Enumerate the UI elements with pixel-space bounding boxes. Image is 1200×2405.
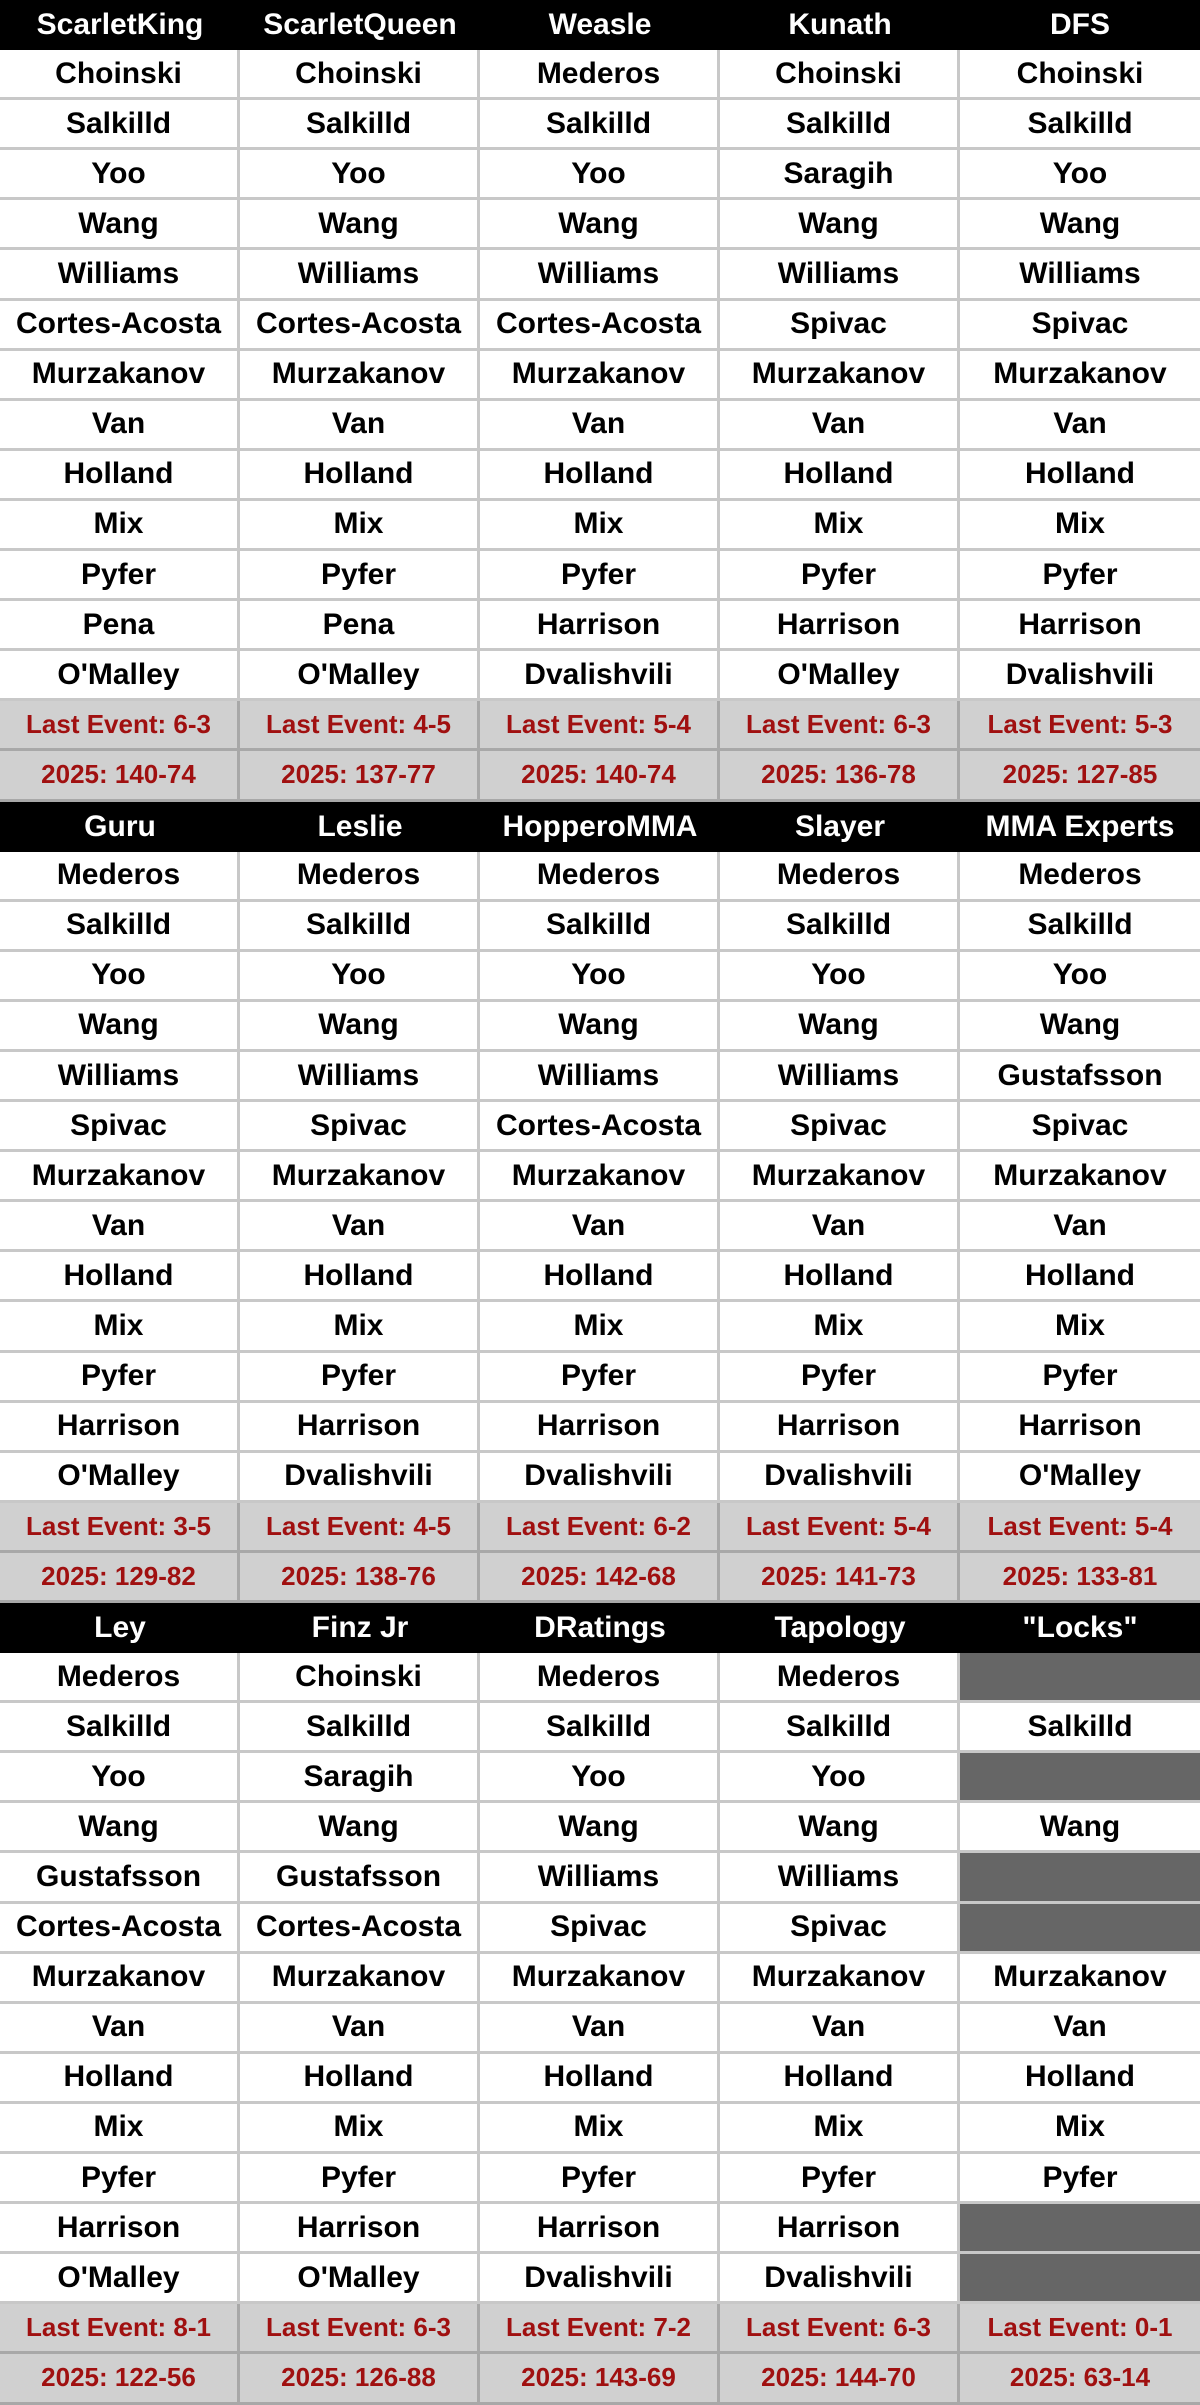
- pick-cell: Mix: [960, 1302, 1200, 1352]
- pick-cell: Spivac: [0, 1102, 240, 1152]
- pick-cell: Murzakanov: [720, 1954, 960, 2004]
- pick-cell: Murzakanov: [960, 1152, 1200, 1202]
- pick-cell: Yoo: [480, 1753, 720, 1803]
- pick-row: [0, 1002, 1200, 1052]
- pick-row: [0, 1753, 1200, 1803]
- pick-cell: Murzakanov: [960, 351, 1200, 401]
- pick-cell: Holland: [720, 1252, 960, 1302]
- pick-cell: O'Malley: [0, 1453, 240, 1503]
- last-event-record: Last Event: 0-1: [960, 2304, 1200, 2354]
- pick-row: [0, 1052, 1200, 1102]
- pick-cell: Pyfer: [480, 551, 720, 601]
- pick-cell: Pyfer: [0, 1353, 240, 1403]
- pick-cell: Dvalishvili: [240, 1453, 480, 1503]
- pick-cell: Salkilld: [240, 1703, 480, 1753]
- pick-cell: Mederos: [720, 852, 960, 902]
- pick-row: [0, 1403, 1200, 1453]
- pick-cell: Van: [0, 401, 240, 451]
- pick-cell: Williams: [480, 1853, 720, 1903]
- pick-cell: Wang: [480, 1803, 720, 1853]
- pick-row: [0, 2004, 1200, 2054]
- last-event-record: Last Event: 6-2: [480, 1503, 720, 1553]
- pick-cell: Salkilld: [720, 902, 960, 952]
- season-record: 2025: 138-76: [240, 1553, 480, 1603]
- pick-cell: Dvalishvili: [720, 1453, 960, 1503]
- pick-cell: Mix: [720, 2104, 960, 2154]
- pick-cell: Salkilld: [0, 100, 240, 150]
- column-header: Kunath: [788, 8, 892, 42]
- pick-row: [0, 2204, 1200, 2254]
- pick-cell: Mix: [960, 501, 1200, 551]
- pick-row: [0, 952, 1200, 1002]
- pick-cell: Cortes-Acosta: [0, 1904, 240, 1954]
- pick-cell: Harrison: [720, 1403, 960, 1453]
- pick-cell: Pyfer: [480, 1353, 720, 1403]
- pick-row: [0, 200, 1200, 250]
- pick-cell: Murzakanov: [240, 351, 480, 401]
- pick-row: [0, 1102, 1200, 1152]
- empty-pick-cell: [960, 1853, 1200, 1903]
- pick-cell: Yoo: [240, 952, 480, 1002]
- last-event-record: Last Event: 5-4: [480, 701, 720, 751]
- season-record: 2025: 142-68: [480, 1553, 720, 1603]
- pick-cell: Cortes-Acosta: [480, 301, 720, 351]
- pick-cell: Salkilld: [240, 902, 480, 952]
- pick-row: [0, 1353, 1200, 1403]
- pick-cell: Choinski: [0, 50, 240, 100]
- pick-cell: Van: [960, 2004, 1200, 2054]
- pick-cell: Pena: [240, 601, 480, 651]
- pick-row: [0, 2254, 1200, 2304]
- season-record: 2025: 140-74: [0, 751, 240, 801]
- pick-cell: O'Malley: [0, 2254, 240, 2304]
- pick-cell: Williams: [720, 1853, 960, 1903]
- pick-row: [0, 1202, 1200, 1252]
- pick-row: [0, 1302, 1200, 1352]
- pick-cell: Mix: [480, 501, 720, 551]
- pick-row: [0, 1853, 1200, 1903]
- pick-cell: Wang: [0, 1002, 240, 1052]
- pick-row: [0, 651, 1200, 701]
- pick-cell: Holland: [960, 2054, 1200, 2104]
- pick-cell: Salkilld: [480, 1703, 720, 1753]
- column-header: Slayer: [794, 809, 886, 843]
- pick-row: [0, 1904, 1200, 1954]
- pick-cell: Salkilld: [720, 100, 960, 150]
- season-record: 2025: 137-77: [240, 751, 480, 801]
- pick-row: [0, 2054, 1200, 2104]
- pick-cell: Holland: [960, 451, 1200, 501]
- pick-cell: Williams: [720, 250, 960, 300]
- pick-cell: Yoo: [0, 150, 240, 200]
- pick-cell: Van: [0, 1202, 240, 1252]
- season-record: 2025: 126-88: [240, 2354, 480, 2404]
- pick-cell: Harrison: [720, 2204, 960, 2254]
- pick-cell: Holland: [720, 2054, 960, 2104]
- season-record: 2025: 122-56: [0, 2354, 240, 2404]
- season-record: 2025: 127-85: [960, 751, 1200, 801]
- pick-cell: Harrison: [720, 601, 960, 651]
- pick-cell: Williams: [480, 250, 720, 300]
- pick-cell: Gustafsson: [240, 1853, 480, 1903]
- season-record: 2025: 133-81: [960, 1553, 1200, 1603]
- pick-row: [0, 1803, 1200, 1853]
- pick-row: [0, 501, 1200, 551]
- pick-cell: Pyfer: [480, 2154, 720, 2204]
- pick-cell: Wang: [0, 1803, 240, 1853]
- pick-cell: O'Malley: [720, 651, 960, 701]
- pick-row: [0, 1152, 1200, 1202]
- last-event-record: Last Event: 5-3: [960, 701, 1200, 751]
- column-header: Ley: [94, 1611, 146, 1645]
- pick-cell: Murzakanov: [0, 1152, 240, 1202]
- pick-cell: Salkilld: [720, 1703, 960, 1753]
- pick-cell: Pyfer: [240, 2154, 480, 2204]
- column-header: DFS: [1050, 8, 1110, 42]
- column-header: MMA Experts: [985, 809, 1175, 843]
- pick-cell: Yoo: [960, 150, 1200, 200]
- pick-cell: Spivac: [960, 301, 1200, 351]
- pick-cell: Wang: [720, 200, 960, 250]
- pick-cell: Yoo: [720, 1753, 960, 1803]
- pick-cell: Mix: [720, 1302, 960, 1352]
- season-record: 2025: 136-78: [720, 751, 960, 801]
- last-event-record: Last Event: 8-1: [0, 2304, 240, 2354]
- pick-cell: Holland: [960, 1252, 1200, 1302]
- pick-cell: Murzakanov: [480, 1954, 720, 2004]
- pick-cell: Cortes-Acosta: [480, 1102, 720, 1152]
- pick-cell: Wang: [480, 1002, 720, 1052]
- pick-cell: Mederos: [0, 852, 240, 902]
- pick-cell: Mix: [0, 2104, 240, 2154]
- pick-cell: Mederos: [720, 1653, 960, 1703]
- pick-cell: Saragih: [720, 150, 960, 200]
- last-event-record: Last Event: 6-3: [720, 701, 960, 751]
- pick-cell: Van: [960, 1202, 1200, 1252]
- pick-row: [0, 1453, 1200, 1503]
- pick-cell: Pyfer: [240, 1353, 480, 1403]
- pick-cell: Murzakanov: [0, 1954, 240, 2004]
- pick-cell: Wang: [0, 200, 240, 250]
- pick-cell: Williams: [720, 1052, 960, 1102]
- pick-cell: Dvalishvili: [960, 651, 1200, 701]
- pick-cell: Choinski: [960, 50, 1200, 100]
- last-event-record: Last Event: 6-3: [720, 2304, 960, 2354]
- season-record: 2025: 63-14: [960, 2354, 1200, 2404]
- pick-row: [0, 551, 1200, 601]
- pick-row: [0, 50, 1200, 100]
- pick-cell: Harrison: [0, 2204, 240, 2254]
- column-header: "Locks": [1022, 1611, 1138, 1645]
- pick-cell: Murzakanov: [240, 1954, 480, 2004]
- pick-cell: O'Malley: [0, 651, 240, 701]
- season-record-row: [0, 751, 1200, 801]
- pick-cell: Harrison: [240, 1403, 480, 1453]
- column-header: HopperoMMA: [502, 809, 698, 843]
- pick-cell: Yoo: [480, 952, 720, 1002]
- pick-cell: Harrison: [480, 2204, 720, 2254]
- pick-cell: Williams: [960, 250, 1200, 300]
- pick-cell: Holland: [480, 1252, 720, 1302]
- pick-cell: Cortes-Acosta: [0, 301, 240, 351]
- pick-cell: Harrison: [240, 2204, 480, 2254]
- pick-cell: Saragih: [240, 1753, 480, 1803]
- pick-cell: Salkilld: [960, 100, 1200, 150]
- pick-cell: Mederos: [480, 1653, 720, 1703]
- pick-cell: Harrison: [480, 1403, 720, 1453]
- pick-cell: Spivac: [960, 1102, 1200, 1152]
- pick-row: [0, 100, 1200, 150]
- column-header: Finz Jr: [311, 1611, 409, 1645]
- pick-cell: Wang: [720, 1002, 960, 1052]
- pick-cell: Wang: [240, 200, 480, 250]
- pick-row: [0, 301, 1200, 351]
- pick-cell: Pyfer: [240, 551, 480, 601]
- pick-cell: Van: [240, 1202, 480, 1252]
- pick-cell: Van: [720, 1202, 960, 1252]
- pick-cell: Murzakanov: [240, 1152, 480, 1202]
- pick-cell: Van: [240, 2004, 480, 2054]
- last-event-record: Last Event: 4-5: [240, 1503, 480, 1553]
- pick-cell: Mix: [240, 1302, 480, 1352]
- last-event-record: Last Event: 6-3: [0, 701, 240, 751]
- pick-cell: Mix: [480, 2104, 720, 2154]
- pick-cell: Dvalishvili: [480, 1453, 720, 1503]
- pick-cell: Choinski: [720, 50, 960, 100]
- pick-cell: Cortes-Acosta: [240, 301, 480, 351]
- pick-cell: Salkilld: [0, 1703, 240, 1753]
- pick-cell: O'Malley: [240, 651, 480, 701]
- empty-pick-cell: [960, 2204, 1200, 2254]
- column-header: Weasle: [548, 8, 652, 42]
- header-row: [0, 1603, 1200, 1653]
- pick-row: [0, 250, 1200, 300]
- pick-row: [0, 1252, 1200, 1302]
- pick-cell: Wang: [960, 1803, 1200, 1853]
- pick-cell: Pyfer: [0, 551, 240, 601]
- column-header: Guru: [84, 809, 156, 843]
- pick-cell: Pyfer: [960, 551, 1200, 601]
- last-event-record: Last Event: 7-2: [480, 2304, 720, 2354]
- pick-cell: Holland: [720, 451, 960, 501]
- pick-cell: Yoo: [0, 952, 240, 1002]
- pick-row: [0, 1653, 1200, 1703]
- pick-cell: Mix: [0, 1302, 240, 1352]
- pick-row: [0, 2104, 1200, 2154]
- pick-cell: Dvalishvili: [720, 2254, 960, 2304]
- pick-row: [0, 601, 1200, 651]
- pick-cell: Van: [240, 401, 480, 451]
- pick-cell: Yoo: [0, 1753, 240, 1803]
- last-event-record: Last Event: 4-5: [240, 701, 480, 751]
- pick-row: [0, 1954, 1200, 2004]
- empty-pick-cell: [960, 1653, 1200, 1703]
- pick-cell: Harrison: [480, 601, 720, 651]
- pick-cell: Wang: [960, 1002, 1200, 1052]
- pick-cell: Mix: [240, 2104, 480, 2154]
- column-header: ScarletQueen: [263, 8, 457, 42]
- season-record: 2025: 141-73: [720, 1553, 960, 1603]
- pick-row: [0, 150, 1200, 200]
- last-event-row: [0, 1503, 1200, 1553]
- pick-cell: Holland: [0, 1252, 240, 1302]
- pick-cell: Harrison: [960, 601, 1200, 651]
- pick-cell: Mix: [480, 1302, 720, 1352]
- last-event-row: [0, 701, 1200, 751]
- pick-cell: Mix: [960, 2104, 1200, 2154]
- pick-cell: Wang: [480, 200, 720, 250]
- pick-cell: Wang: [240, 1002, 480, 1052]
- pick-cell: Yoo: [720, 952, 960, 1002]
- pick-cell: Holland: [480, 451, 720, 501]
- pick-cell: Holland: [480, 2054, 720, 2104]
- header-row: [0, 802, 1200, 852]
- pick-cell: Mederos: [240, 852, 480, 902]
- pick-cell: Wang: [240, 1803, 480, 1853]
- pick-row: [0, 351, 1200, 401]
- pick-cell: Van: [720, 2004, 960, 2054]
- pick-cell: Murzakanov: [480, 351, 720, 401]
- pick-cell: Salkilld: [0, 902, 240, 952]
- last-event-record: Last Event: 3-5: [0, 1503, 240, 1553]
- pick-cell: Pyfer: [960, 1353, 1200, 1403]
- pick-cell: Harrison: [0, 1403, 240, 1453]
- pick-cell: Murzakanov: [0, 351, 240, 401]
- pick-row: [0, 852, 1200, 902]
- pick-cell: Williams: [0, 1052, 240, 1102]
- pick-cell: Dvalishvili: [480, 651, 720, 701]
- pick-row: [0, 902, 1200, 952]
- pick-cell: Mix: [720, 501, 960, 551]
- pick-cell: Spivac: [240, 1102, 480, 1152]
- season-record: 2025: 144-70: [720, 2354, 960, 2404]
- pick-cell: Van: [720, 401, 960, 451]
- pick-cell: Pyfer: [0, 2154, 240, 2204]
- pick-cell: Williams: [240, 250, 480, 300]
- pick-cell: Pyfer: [720, 551, 960, 601]
- pick-cell: Gustafsson: [960, 1052, 1200, 1102]
- pick-cell: Spivac: [720, 1904, 960, 1954]
- pick-cell: Holland: [0, 451, 240, 501]
- pick-cell: Mederos: [0, 1653, 240, 1703]
- pick-cell: Pyfer: [720, 1353, 960, 1403]
- pick-cell: Spivac: [720, 301, 960, 351]
- season-record-row: [0, 2354, 1200, 2404]
- column-header: Leslie: [317, 809, 403, 843]
- pick-cell: Yoo: [960, 952, 1200, 1002]
- last-event-record: Last Event: 6-3: [240, 2304, 480, 2354]
- pick-cell: Mederos: [480, 852, 720, 902]
- season-record: 2025: 129-82: [0, 1553, 240, 1603]
- pick-cell: Murzakanov: [960, 1954, 1200, 2004]
- pick-cell: Pyfer: [960, 2154, 1200, 2204]
- pick-cell: Salkilld: [240, 100, 480, 150]
- pick-cell: Mix: [0, 501, 240, 551]
- pick-cell: Salkilld: [960, 902, 1200, 952]
- pick-cell: Mederos: [480, 50, 720, 100]
- pick-cell: Mederos: [960, 852, 1200, 902]
- pick-cell: Mix: [240, 501, 480, 551]
- pick-cell: O'Malley: [240, 2254, 480, 2304]
- column-header: ScarletKing: [36, 8, 204, 42]
- pick-cell: O'Malley: [960, 1453, 1200, 1503]
- pick-cell: Van: [480, 2004, 720, 2054]
- pick-cell: Holland: [240, 451, 480, 501]
- pick-cell: Salkilld: [480, 100, 720, 150]
- pick-cell: Dvalishvili: [480, 2254, 720, 2304]
- pick-cell: Spivac: [720, 1102, 960, 1152]
- last-event-record: Last Event: 5-4: [720, 1503, 960, 1553]
- pick-cell: Salkilld: [480, 902, 720, 952]
- season-record-row: [0, 1553, 1200, 1603]
- column-header: DRatings: [534, 1611, 666, 1645]
- pick-cell: Holland: [0, 2054, 240, 2104]
- pick-cell: Harrison: [960, 1403, 1200, 1453]
- last-event-row: [0, 2304, 1200, 2354]
- season-record: 2025: 143-69: [480, 2354, 720, 2404]
- pick-cell: Van: [480, 1202, 720, 1252]
- pick-cell: Pena: [0, 601, 240, 651]
- empty-pick-cell: [960, 2254, 1200, 2304]
- pick-cell: Van: [0, 2004, 240, 2054]
- pick-cell: Choinski: [240, 1653, 480, 1703]
- pick-cell: Pyfer: [720, 2154, 960, 2204]
- pick-cell: Gustafsson: [0, 1853, 240, 1903]
- pick-cell: Holland: [240, 1252, 480, 1302]
- pick-cell: Salkilld: [960, 1703, 1200, 1753]
- picks-section-1: [0, 0, 1200, 802]
- pick-cell: Murzakanov: [720, 351, 960, 401]
- pick-cell: Cortes-Acosta: [240, 1904, 480, 1954]
- pick-row: [0, 1703, 1200, 1753]
- pick-cell: Van: [960, 401, 1200, 451]
- pick-row: [0, 2154, 1200, 2204]
- season-record: 2025: 140-74: [480, 751, 720, 801]
- pick-cell: Wang: [720, 1803, 960, 1853]
- pick-cell: Holland: [240, 2054, 480, 2104]
- pick-row: [0, 451, 1200, 501]
- pick-cell: Williams: [0, 250, 240, 300]
- picks-section-3: [0, 1603, 1200, 2405]
- pick-cell: Van: [480, 401, 720, 451]
- pick-cell: Spivac: [480, 1904, 720, 1954]
- empty-pick-cell: [960, 1753, 1200, 1803]
- header-row: [0, 0, 1200, 50]
- pick-cell: Williams: [240, 1052, 480, 1102]
- pick-cell: Yoo: [480, 150, 720, 200]
- pick-cell: Wang: [960, 200, 1200, 250]
- pick-cell: Choinski: [240, 50, 480, 100]
- pick-cell: Williams: [480, 1052, 720, 1102]
- picks-section-2: [0, 802, 1200, 1604]
- last-event-record: Last Event: 5-4: [960, 1503, 1200, 1553]
- pick-cell: Murzakanov: [720, 1152, 960, 1202]
- pick-cell: Yoo: [240, 150, 480, 200]
- pick-cell: Murzakanov: [480, 1152, 720, 1202]
- column-header: Tapology: [774, 1611, 906, 1645]
- empty-pick-cell: [960, 1904, 1200, 1954]
- pick-row: [0, 401, 1200, 451]
